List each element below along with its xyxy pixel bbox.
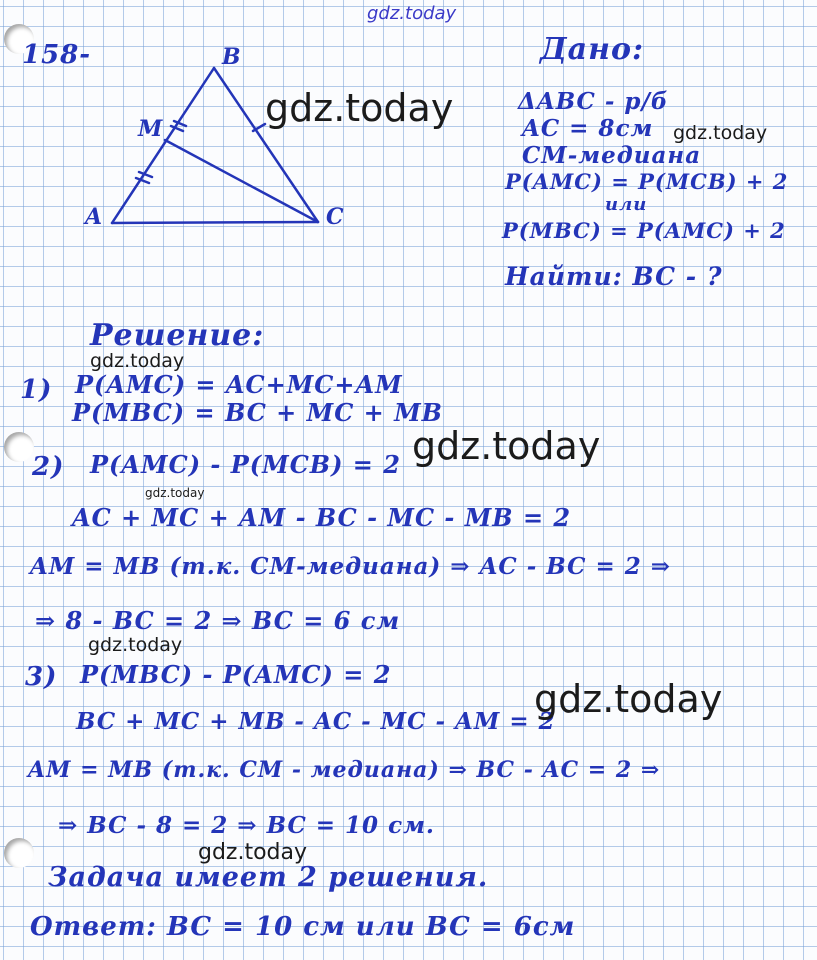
label-vertex-b: B (222, 44, 242, 70)
problem-number: 158- (22, 40, 92, 70)
side-ab (112, 68, 214, 223)
step2-line-4: ⇒ 8 - BC = 2 ⇒ BC = 6 см (35, 606, 401, 635)
given-heading: Дано: (540, 32, 645, 67)
step3-line-2: BC + MC + MB - AC - MC - AM = 2 (76, 708, 556, 735)
step3-line-1: P(MBC) - P(AMC) = 2 (80, 660, 392, 689)
watermark: gdz.today (145, 486, 205, 500)
step2-number: 2) (32, 452, 65, 482)
side-ac (112, 222, 318, 223)
watermark: gdz.today (90, 350, 185, 372)
given-line-2: AC = 8см (522, 115, 654, 142)
watermark: gdz.today (534, 677, 723, 721)
conclusion: Задача имеет 2 решения. (48, 862, 489, 893)
watermark: gdz.today (673, 122, 768, 144)
watermark: gdz.today (88, 634, 183, 656)
step1-line-2: P(MBC) = BC + MC + MB (72, 398, 443, 427)
step2-line-2: AC + MC + AM - BC - MC - MB = 2 (72, 503, 572, 532)
answer: Ответ: BC = 10 см или BC = 6см (30, 912, 576, 942)
step3-line-3: AM = MB (т.к. CM - медиана) ⇒ BC - AC = 2 ⇒ (28, 757, 661, 783)
watermark-top: gdz.today (367, 3, 457, 24)
step1-line-1: P(AMC) = AC+MC+AM (75, 370, 403, 399)
label-vertex-c: C (326, 204, 345, 230)
given-line-1: ΔABC - р/б (518, 88, 669, 115)
step3-number: 3) (25, 662, 58, 692)
solution-heading: Решение: (90, 318, 265, 353)
watermark: gdz.today (265, 86, 454, 130)
step1-number: 1) (20, 375, 53, 405)
given-line-5: или (605, 194, 648, 215)
given-find: Найти: BC - ? (505, 262, 723, 291)
given-line-6: P(MBC) = P(AMC) + 2 (502, 218, 786, 243)
watermark: gdz.today (412, 424, 601, 468)
label-vertex-m: M (138, 116, 164, 142)
step2-line-3: AM = MB (т.к. CM-медиана) ⇒ AC - BC = 2 ⇒ (30, 553, 672, 580)
step3-line-4: ⇒ BC - 8 = 2 ⇒ BC = 10 см. (58, 812, 435, 839)
label-vertex-a: A (85, 204, 104, 230)
watermark: gdz.today (198, 840, 308, 865)
given-line-3: CM-медиана (522, 142, 702, 169)
given-line-4: P(AMC) = P(MCB) + 2 (505, 169, 789, 194)
median-cm (165, 140, 318, 222)
step2-line-1: P(AMC) - P(MCB) = 2 (90, 450, 401, 479)
